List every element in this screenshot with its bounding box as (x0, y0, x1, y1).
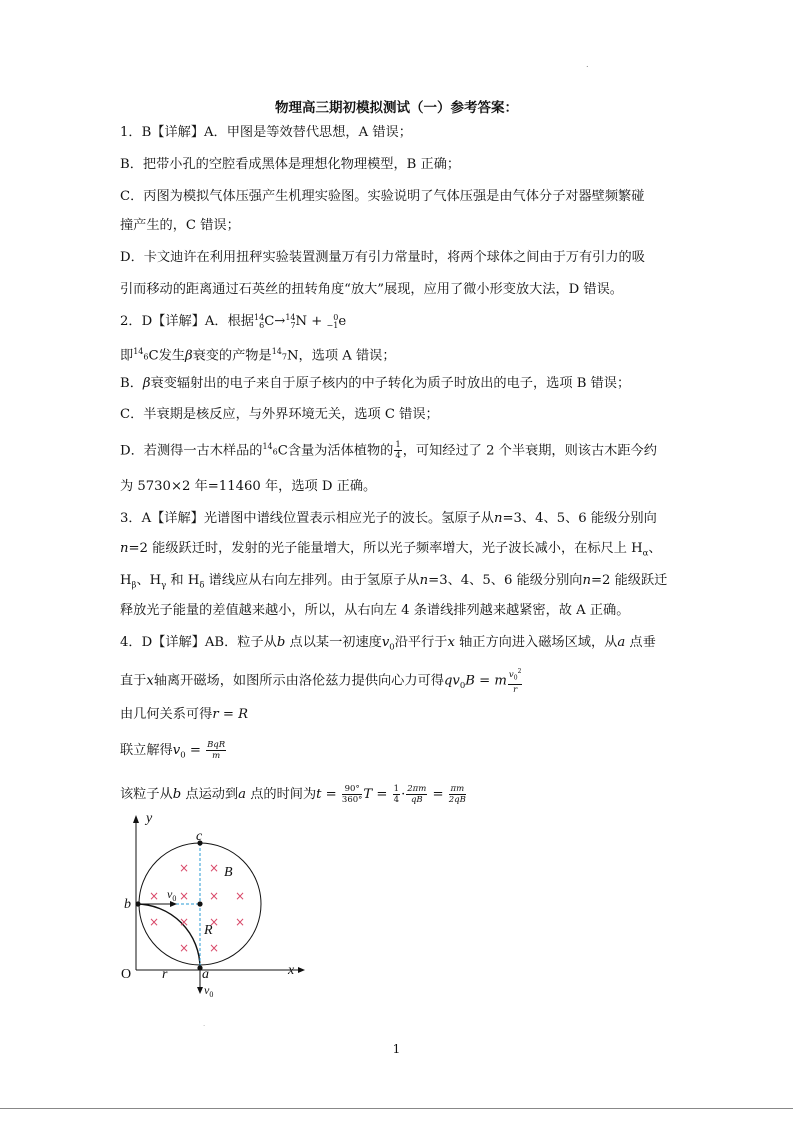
field-cross: × (209, 941, 220, 955)
field-cross: × (149, 915, 160, 929)
q4-line-c: 由几何关系可得r = R (120, 707, 248, 722)
label-B: B (224, 865, 233, 880)
page-number: 1 (392, 1042, 401, 1056)
q1-line-a: 1．B【详解】A．甲图是等效替代思想，A 错误； (120, 125, 412, 140)
field-cross: × (235, 889, 246, 903)
q2-line-b: 即$^{14}$6C发生β衰变的产物是$^{14}$7N，选项 A 错误； (120, 347, 396, 364)
label-a: a (202, 967, 209, 982)
q4-line-e: 该粒子从b 点运动到a 点的时间为t = $\frac{90^\circ}{360^\circ}$ T = $\frac{1}{4}$ · $\frac{2\pi m}{qB}$ = $\frac{\pi m}{2qB}$ (120, 784, 466, 805)
q2-line-c: B．β衰变辐射出的电子来自于原子核内的中子转化为质子时放出的电子，选项 B 错误； (120, 376, 631, 391)
q1-line-c2: 撞产生的，C 错误； (120, 218, 240, 233)
q2-line-e: D．若测得一古木样品的$^{14}$6C含量为活体植物的 $\frac{1}{4}$ ，可知经过了 2 个半衰期，则该古木距今约 (120, 440, 657, 462)
label-v0-horizontal: $v_0$ (167, 887, 177, 903)
q2-line-f: 为 5730×2 年=11460 年，选项 D 正确。 (120, 479, 377, 494)
label-r: r (162, 967, 168, 982)
faint-mark: . (203, 1020, 206, 1028)
label-b: b (124, 897, 131, 912)
q3-line-d: 释放光子能量的差值越来越小，所以，从右向左 4 条谱线排列越来越紧密，故 A 正确。 (120, 603, 630, 618)
field-cross: × (179, 915, 190, 929)
q1-line-d2: 引而移动的距离通过石英丝的扭转角度“放大”展现，应用了微小形变放大法，D 错误。 (120, 282, 623, 297)
x-axis-arrow (298, 967, 305, 973)
label-origin: O (121, 967, 132, 982)
q1-line-b: B．把带小孔的空腔看成黑体是理想化物理模型，B 正确； (120, 157, 461, 172)
label-y: y (146, 811, 153, 826)
y-axis-arrow (133, 815, 139, 823)
label-R: R (204, 923, 213, 938)
page-title: 物理高三期初模拟测试（一）参考答案： (275, 100, 518, 116)
particle-trajectory (136, 904, 200, 968)
label-x: x (288, 963, 295, 978)
q2-line-a: 2．D【详解】A．根据 14 6 C→ 14 7 N + 0 −1 e (120, 312, 347, 330)
q3-line-c: $H_\beta$、$H_\gamma$ 和 $H_\delta$ 谱线应从右向左排列。由于氢原子从n=3、4、5、6 能级分别向n=2 能级跃迁 (120, 573, 668, 591)
q3-line-a: 3．A【详解】光谱图中谱线位置表示相应光子的波长。氢原子从n=3、4、5、6 能级分别向 (120, 511, 657, 526)
field-cross: × (209, 889, 220, 903)
field-cross: × (179, 889, 190, 903)
field-cross: × (179, 941, 190, 955)
label-c: c (196, 829, 203, 844)
field-cross: × (209, 915, 220, 929)
q4-line-d: 联立解得$v_0$ = $\frac{\text{BqR}}{m}$ (120, 740, 226, 761)
q3-line-b: n=2 能级跃迁时，发射的光子能量增大，所以光子频率增大，光子波长减小，在标尺上 $H_\alpha$、 (120, 541, 662, 559)
q1-line-d1: D．卡文迪许在利用扭秤实验装置测量万有引力常量时，将两个球体之间由于万有引力的吸 (120, 250, 645, 265)
q4-line-b: 直于x轴离开磁场，如图所示由洛伦兹力提供向心力可得$qv_0B = m$ $\frac{v_0^2}{r}$ (120, 668, 522, 695)
v0-arrowhead-vertical (197, 987, 203, 994)
corner-mark: . (586, 60, 589, 69)
field-cross: × (209, 861, 220, 875)
q1-line-c1: C．丙图为模拟气体压强产生机理实验图。实验说明了气体压强是由气体分子对器壁频繁碰 (120, 189, 645, 204)
center-point (197, 901, 202, 906)
bottom-rule (0, 1108, 793, 1109)
label-v0-vertical: $v_0$ (204, 983, 214, 999)
q4-line-a: 4．D【详解】AB．粒子从b 点以某一初速度$v_0$沿平行于x 轴正方向进入磁场区域，从a 点垂 (120, 635, 656, 653)
field-cross: × (149, 889, 160, 903)
magnetic-field-diagram (118, 808, 318, 1008)
field-cross: × (235, 915, 246, 929)
field-cross: × (179, 861, 190, 875)
q2-line-d: C．半衰期是核反应，与外界环境无关，选项 C 错误； (120, 407, 439, 422)
